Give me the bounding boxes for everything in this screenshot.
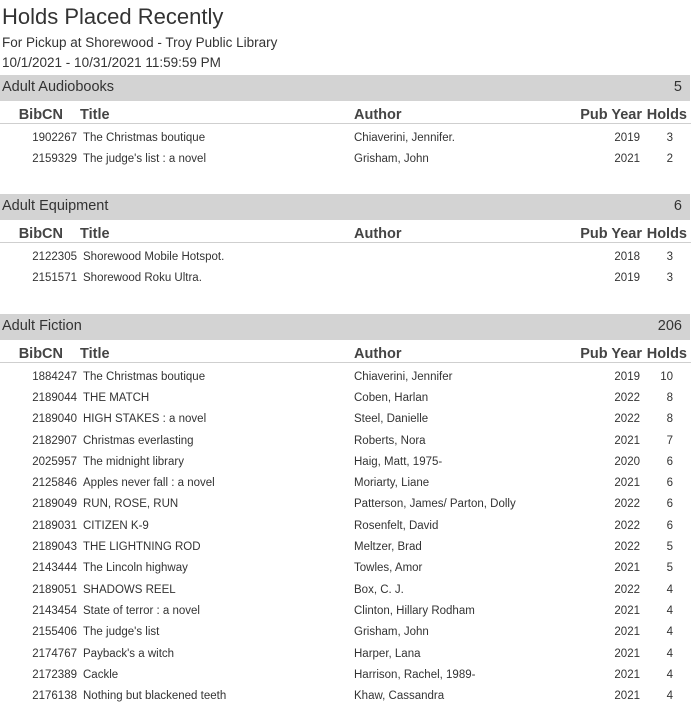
cell-pub-year: 2021 bbox=[614, 668, 640, 681]
column-header-author: Author bbox=[354, 101, 572, 124]
cell-pub-year: 2021 bbox=[614, 152, 640, 165]
cell-holds: 4 bbox=[666, 690, 673, 703]
holds-table bbox=[0, 101, 691, 170]
table-header-row bbox=[0, 220, 691, 243]
cell-bibcn: 2176138 bbox=[32, 690, 77, 703]
table-row bbox=[0, 409, 691, 430]
cell-author: Moriarty, Liane bbox=[354, 477, 430, 490]
cell-title: Apples never fall : a novel bbox=[83, 477, 215, 490]
cell-title: CITIZEN K-9 bbox=[83, 519, 149, 532]
cell-holds: 4 bbox=[666, 583, 673, 596]
cell-title: THE LIGHTNING ROD bbox=[83, 541, 201, 554]
cell-pub-year: 2019 bbox=[614, 271, 640, 284]
cell-pub-year: 2021 bbox=[614, 604, 640, 617]
cell-bibcn: 1902267 bbox=[32, 131, 77, 144]
cell-author: Meltzer, Brad bbox=[354, 541, 422, 554]
table-header-row bbox=[0, 340, 691, 363]
column-header-holds: Holds bbox=[645, 101, 691, 124]
cell-author: Chiaverini, Jennifer bbox=[354, 370, 453, 383]
cell-pub-year: 2021 bbox=[614, 477, 640, 490]
cell-pub-year: 2022 bbox=[614, 413, 640, 426]
cell-title: Shorewood Roku Ultra. bbox=[83, 271, 202, 284]
cell-pub-year: 2022 bbox=[614, 391, 640, 404]
cell-author: Patterson, James/ Parton, Dolly bbox=[354, 498, 516, 511]
cell-bibcn: 2155406 bbox=[32, 626, 77, 639]
cell-holds: 6 bbox=[666, 498, 673, 511]
cell-bibcn: 2174767 bbox=[32, 647, 77, 660]
cell-holds: 4 bbox=[666, 647, 673, 660]
column-header-author: Author bbox=[354, 220, 572, 243]
holds-table bbox=[0, 340, 691, 707]
cell-title: The Lincoln highway bbox=[83, 562, 188, 575]
cell-author: Haig, Matt, 1975- bbox=[354, 455, 443, 468]
cell-holds: 2 bbox=[666, 152, 673, 165]
cell-author: Rosenfelt, David bbox=[354, 519, 439, 532]
column-header-title: Title bbox=[80, 340, 354, 363]
section-name: Adult Equipment bbox=[2, 198, 109, 214]
cell-author: Harrison, Rachel, 1989- bbox=[354, 668, 476, 681]
cell-holds: 6 bbox=[666, 519, 673, 532]
table-row bbox=[0, 558, 691, 579]
table-row bbox=[0, 643, 691, 664]
cell-pub-year: 2018 bbox=[614, 250, 640, 263]
cell-author: Clinton, Hillary Rodham bbox=[354, 604, 475, 617]
cell-holds: 6 bbox=[666, 477, 673, 490]
cell-pub-year: 2020 bbox=[614, 455, 640, 468]
cell-author: Chiaverini, Jennifer. bbox=[354, 131, 455, 144]
cell-title: SHADOWS REEL bbox=[83, 583, 176, 596]
column-header-holds: Holds bbox=[645, 340, 691, 363]
cell-author: Harper, Lana bbox=[354, 647, 421, 660]
cell-bibcn: 2189051 bbox=[32, 583, 77, 596]
cell-bibcn: 2172389 bbox=[32, 668, 77, 681]
cell-title: The Christmas boutique bbox=[83, 370, 206, 383]
cell-author: Grisham, John bbox=[354, 152, 429, 165]
table-row bbox=[0, 124, 691, 149]
cell-title: HIGH STAKES : a novel bbox=[83, 413, 207, 426]
column-header-bibcn: BibCN bbox=[0, 340, 80, 363]
column-header-pub-year: Pub Year bbox=[572, 340, 645, 363]
cell-bibcn: 2189040 bbox=[32, 413, 77, 426]
table-header-row bbox=[0, 101, 691, 124]
table-row bbox=[0, 600, 691, 621]
cell-pub-year: 2021 bbox=[614, 626, 640, 639]
section-name: Adult Audiobooks bbox=[2, 79, 115, 95]
cell-pub-year: 2022 bbox=[614, 519, 640, 532]
table-row bbox=[0, 148, 691, 169]
table-row bbox=[0, 685, 691, 706]
cell-author: Khaw, Cassandra bbox=[354, 690, 445, 703]
column-header-pub-year: Pub Year bbox=[572, 220, 645, 243]
cell-bibcn: 2025957 bbox=[32, 455, 77, 468]
cell-bibcn: 2151571 bbox=[32, 271, 77, 284]
cell-pub-year: 2021 bbox=[614, 434, 640, 447]
cell-pub-year: 2019 bbox=[614, 131, 640, 144]
report-subtitle: For Pickup at Shorewood - Troy Public Library bbox=[2, 35, 278, 50]
cell-bibcn: 2189049 bbox=[32, 498, 77, 511]
cell-title: Christmas everlasting bbox=[83, 434, 194, 447]
table-row bbox=[0, 494, 691, 515]
cell-holds: 4 bbox=[666, 668, 673, 681]
column-header-title: Title bbox=[80, 220, 354, 243]
column-header-holds: Holds bbox=[645, 220, 691, 243]
cell-holds: 5 bbox=[666, 562, 673, 575]
holds-table bbox=[0, 220, 691, 289]
cell-title: Payback's a witch bbox=[83, 647, 175, 660]
cell-holds: 8 bbox=[666, 413, 673, 426]
cell-bibcn: 1884247 bbox=[32, 370, 77, 383]
column-header-pub-year: Pub Year bbox=[572, 101, 645, 124]
cell-author: Roberts, Nora bbox=[354, 434, 426, 447]
column-header-bibcn: BibCN bbox=[0, 220, 80, 243]
cell-pub-year: 2021 bbox=[614, 647, 640, 660]
cell-holds: 4 bbox=[666, 604, 673, 617]
cell-holds: 5 bbox=[666, 541, 673, 554]
cell-author: Box, C. J. bbox=[354, 583, 404, 596]
cell-pub-year: 2021 bbox=[614, 690, 640, 703]
cell-bibcn: 2189044 bbox=[32, 391, 77, 404]
column-header-bibcn: BibCN bbox=[0, 101, 80, 124]
table-row bbox=[0, 387, 691, 408]
section-header bbox=[0, 194, 690, 220]
cell-holds: 7 bbox=[666, 434, 673, 447]
report-date-range: 10/1/2021 - 10/31/2021 11:59:59 PM bbox=[2, 55, 221, 70]
section-adult-audiobooks bbox=[0, 75, 690, 170]
section-name: Adult Fiction bbox=[2, 318, 82, 334]
cell-bibcn: 2159329 bbox=[32, 152, 77, 165]
cell-pub-year: 2021 bbox=[614, 562, 640, 575]
table-row bbox=[0, 579, 691, 600]
cell-holds: 6 bbox=[666, 455, 673, 468]
cell-bibcn: 2125846 bbox=[32, 477, 77, 490]
cell-pub-year: 2019 bbox=[614, 370, 640, 383]
cell-pub-year: 2022 bbox=[614, 583, 640, 596]
cell-holds: 4 bbox=[666, 626, 673, 639]
column-header-author: Author bbox=[354, 340, 572, 363]
cell-title: RUN, ROSE, RUN bbox=[83, 498, 179, 511]
table-row bbox=[0, 451, 691, 472]
cell-holds: 3 bbox=[666, 250, 673, 263]
cell-title: Cackle bbox=[83, 668, 119, 681]
cell-bibcn: 2143454 bbox=[32, 604, 77, 617]
cell-title: State of terror : a novel bbox=[83, 604, 200, 617]
cell-title: The judge's list bbox=[83, 626, 160, 639]
cell-title: The judge's list : a novel bbox=[83, 152, 207, 165]
cell-holds: 3 bbox=[666, 271, 673, 284]
section-count: 5 bbox=[673, 79, 682, 95]
report-title: Holds Placed Recently bbox=[2, 4, 224, 29]
cell-author bbox=[354, 243, 572, 268]
section-header bbox=[0, 314, 690, 340]
cell-author bbox=[354, 267, 572, 288]
section-header bbox=[0, 75, 690, 101]
table-row bbox=[0, 622, 691, 643]
cell-author: Grisham, John bbox=[354, 626, 429, 639]
table-row bbox=[0, 267, 691, 288]
table-row bbox=[0, 243, 691, 268]
cell-author: Steel, Danielle bbox=[354, 413, 429, 426]
cell-author: Towles, Amor bbox=[354, 562, 423, 575]
cell-holds: 8 bbox=[666, 391, 673, 404]
cell-bibcn: 2189031 bbox=[32, 519, 77, 532]
table-row bbox=[0, 664, 691, 685]
table-row bbox=[0, 536, 691, 557]
cell-title: Shorewood Mobile Hotspot. bbox=[83, 250, 225, 263]
cell-pub-year: 2022 bbox=[614, 498, 640, 511]
cell-pub-year: 2022 bbox=[614, 541, 640, 554]
table-row bbox=[0, 472, 691, 493]
cell-holds: 3 bbox=[666, 131, 673, 144]
cell-title: Nothing but blackened teeth bbox=[83, 690, 227, 703]
cell-title: The Christmas boutique bbox=[83, 131, 206, 144]
cell-bibcn: 2182907 bbox=[32, 434, 77, 447]
table-row bbox=[0, 430, 691, 451]
table-row bbox=[0, 515, 691, 536]
cell-bibcn: 2189043 bbox=[32, 541, 77, 554]
cell-author: Coben, Harlan bbox=[354, 391, 429, 404]
section-adult-equipment bbox=[0, 194, 690, 289]
column-header-title: Title bbox=[80, 101, 354, 124]
cell-title: The midnight library bbox=[83, 455, 184, 468]
table-row bbox=[0, 363, 691, 388]
section-count: 206 bbox=[657, 318, 682, 334]
cell-bibcn: 2122305 bbox=[32, 250, 77, 263]
cell-bibcn: 2143444 bbox=[32, 562, 77, 575]
section-adult-fiction bbox=[0, 314, 690, 707]
cell-holds: 10 bbox=[660, 370, 673, 383]
cell-title: THE MATCH bbox=[83, 391, 150, 404]
section-count: 6 bbox=[673, 198, 682, 214]
